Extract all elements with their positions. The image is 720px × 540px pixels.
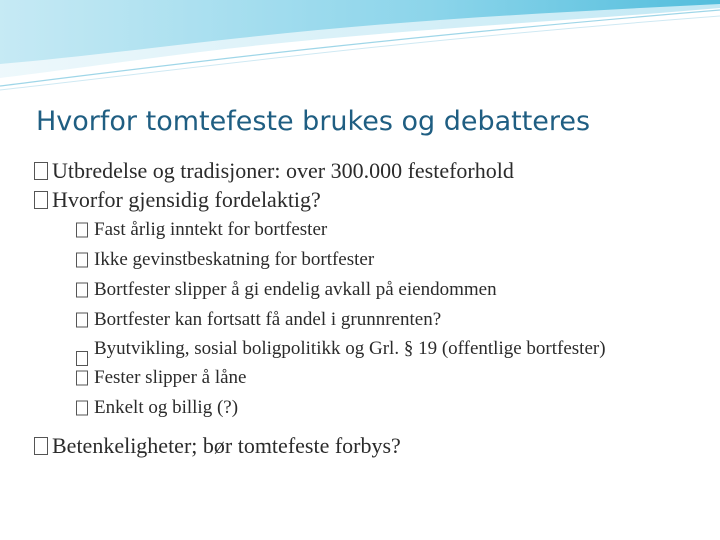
sub-bullet-item	[32, 249, 692, 271]
slide-title: Hvorfor tomtefeste brukes og debatteres	[36, 106, 591, 137]
sub-bullet-item	[32, 309, 692, 331]
sub-bullet-item	[32, 367, 692, 389]
sub-bullet-text: Ikke gevinstbeskatning for bortfester	[94, 249, 375, 270]
bullet-box-icon	[34, 437, 48, 455]
bullet-item	[32, 156, 692, 185]
sub-bullet-item	[32, 397, 692, 419]
bullet-box-icon	[76, 313, 88, 328]
sub-bullet-text: Fester slipper å låne	[94, 367, 247, 388]
bullet-box-icon	[34, 191, 48, 209]
bullet-box-icon	[76, 371, 88, 386]
bullet-item	[32, 431, 692, 460]
bullet-box-icon	[34, 162, 48, 180]
sub-bullet-text: Bortfester kan fortsatt få andel i grunnrenten?	[94, 309, 442, 330]
sub-bullet-text: Enkelt og billig (?)	[94, 397, 239, 418]
bullet-text: Betenkeligheter; bør tomtefeste forbys?	[52, 433, 401, 458]
bullet-list	[32, 156, 692, 460]
sub-bullet-text: Bortfester slipper å gi endelig avkall på eiendommen	[94, 279, 497, 300]
bullet-text: Hvorfor gjensidig fordelaktig?	[52, 187, 321, 212]
bullet-item	[32, 185, 692, 214]
sub-bullet-item	[32, 219, 692, 241]
sub-bullet-text: Fast årlig inntekt for bortfester	[94, 219, 328, 240]
sub-bullet-item	[32, 279, 692, 301]
bullet-box-icon	[76, 283, 88, 298]
sub-bullet-item	[32, 339, 692, 359]
sub-bullet-text: Byutvikling, sosial boligpolitikk og Grl. § 19 (offentlige bortfester)	[94, 338, 606, 359]
header-wave-decoration	[0, 0, 720, 100]
bullet-box-icon	[76, 401, 88, 416]
bullet-box-icon	[76, 253, 88, 268]
bullet-text: Utbredelse og tradisjoner: over 300.000 festeforhold	[52, 158, 514, 183]
bullet-box-icon	[76, 351, 88, 366]
bullet-box-icon	[76, 223, 88, 238]
